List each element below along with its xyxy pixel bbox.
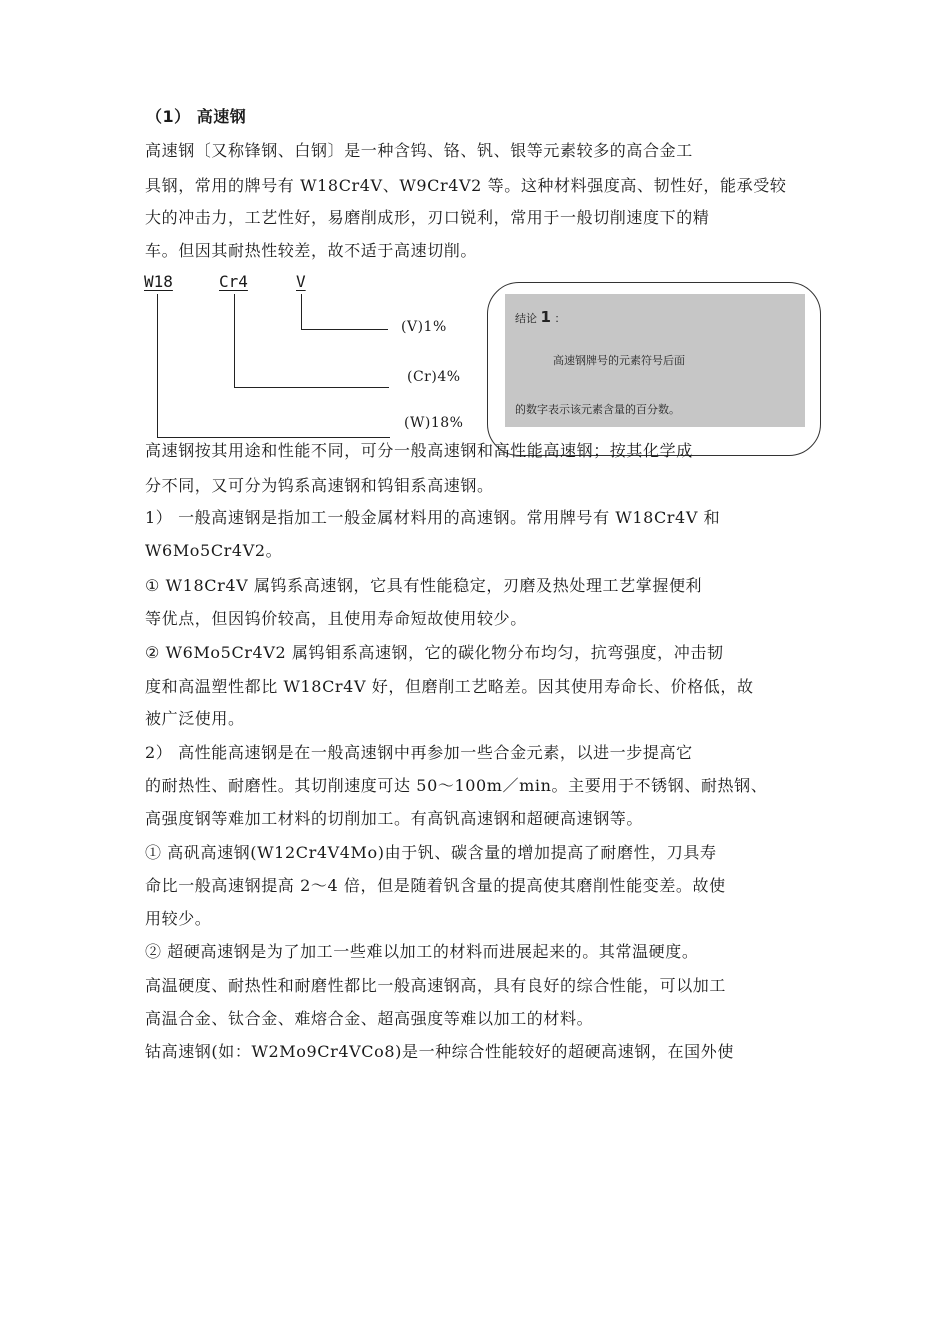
intro-line-3: 大的冲击力，工艺性好，易磨削成形，刃口锐利，常用于一般切削速度下的精 — [145, 208, 710, 227]
intro-line-4: 车。但因其耐热性较差，故不适于高速切削。 — [145, 241, 478, 260]
p6-line-3: 用较少。 — [145, 909, 212, 928]
p8-text-1: 钴高速钢(如：W2Mo9Cr4VCo8)是一种综合性能较好的超硬高速钢，在国外使 — [145, 1042, 734, 1061]
intro-line-2: 具钢，常用的牌号有 W18Cr4V、W9Cr4V2 等。这种材料强度高、韧性好，能承受较 — [145, 176, 787, 195]
p1-line-1 — [145, 435, 815, 466]
intro-line-1 — [145, 135, 815, 166]
conclusion-title-suffix: ： — [554, 312, 566, 325]
p4-line-3: 被广泛使用。 — [145, 709, 245, 728]
conclusion-line-2: 的数字表示该元素含量的百分数。 — [515, 403, 680, 416]
bracket-cr-horizontal — [234, 387, 389, 388]
p4-line-1 — [145, 637, 815, 668]
p3-text-1: ① W18Cr4V 属钨系高速钢，它具有性能稳定，刃磨及热处理工艺掌握便利 — [145, 576, 703, 595]
p2-text-1: 1） 一般高速钢是指加工一般金属材料用的高速钢。常用牌号有 W18Cr4V 和 — [145, 508, 721, 527]
code-cr4: Cr4 — [219, 272, 248, 291]
p6-line-1 — [145, 837, 815, 868]
p5-line-2: 的耐热性、耐磨性。其切削速度可达 50～100m／min。主要用于不锈钢、耐热钢、 — [145, 776, 768, 795]
p1-line-2: 分不同，又可分为钨系高速钢和钨钼系高速钢。 — [145, 476, 494, 495]
p3-line-2: 等优点，但因钨价较高，且使用寿命短故使用较少。 — [145, 609, 527, 628]
p5-line-1 — [145, 737, 815, 768]
conclusion-title — [515, 308, 565, 326]
p3-line-1 — [145, 570, 815, 601]
conclusion-box — [505, 294, 805, 427]
p7-text-1: ② 超硬高速钢是为了加工一些难以加工的材料而进展起来的。其常温硬度。 — [145, 942, 699, 961]
code-w18: W18 — [144, 272, 173, 291]
bracket-w-vertical — [157, 294, 158, 438]
p2-line-2: W6Mo5Cr4V2。 — [145, 541, 283, 560]
p7-line-3: 高温合金、钛合金、难熔合金、超高强度等难以加工的材料。 — [145, 1009, 594, 1028]
p5-line-3: 高强度钢等难加工材料的切削加工。有高钒高速钢和超硬高速钢等。 — [145, 809, 644, 828]
p6-text-1: ① 高矾高速钢(W12Cr4V4Mo)由于钒、碳含量的增加提高了耐磨性，刀具寿 — [145, 843, 717, 862]
bracket-cr-vertical — [234, 294, 235, 388]
conclusion-line-1: 高速钢牌号的元素符号后面 — [553, 354, 685, 367]
bracket-v-vertical — [301, 294, 302, 330]
p4-text-1: ② W6Mo5Cr4V2 属钨钼系高速钢，它的碳化物分布均匀，抗弯强度，冲击韧 — [145, 643, 724, 662]
conclusion-number: 1 — [540, 308, 551, 326]
p2-line-1 — [145, 502, 815, 533]
label-cr-percent: (Cr)4% — [407, 369, 461, 385]
label-v-percent: (V)1% — [401, 319, 447, 335]
p1-text-1: 高速钢按其用途和性能不同，可分一般高速钢和高性能高速钢；按其化学成 — [145, 441, 693, 460]
p5-text-1: 2） 高性能高速钢是在一般高速钢中再参加一些合金元素，以进一步提高它 — [145, 743, 693, 762]
bracket-v-horizontal — [301, 329, 388, 330]
p4-line-2: 度和高温塑性都比 W18Cr4V 好，但磨削工艺略差。因其使用寿命长、价格低，故 — [145, 677, 754, 696]
conclusion-title-prefix: 结论 — [515, 312, 537, 325]
intro-text-1: 高速钢〔又称锋钢、白钢〕是一种含钨、铬、钒、银等元素较多的高合金工 — [145, 141, 693, 160]
p6-line-2: 命比一般高速钢提高 2～4 倍，但是随着钒含量的提高使其磨削性能变差。故使 — [145, 876, 726, 895]
label-w-percent: (W)18% — [404, 415, 464, 431]
p8-line-1 — [145, 1036, 815, 1067]
section-heading: （1） 高速钢 — [146, 107, 247, 126]
code-v: V — [296, 272, 306, 291]
p7-line-2: 高温硬度、耐热性和耐磨性都比一般高速钢高，具有良好的综合性能，可以加工 — [145, 976, 727, 995]
conclusion-callout — [487, 282, 821, 456]
p7-line-1 — [145, 936, 815, 967]
